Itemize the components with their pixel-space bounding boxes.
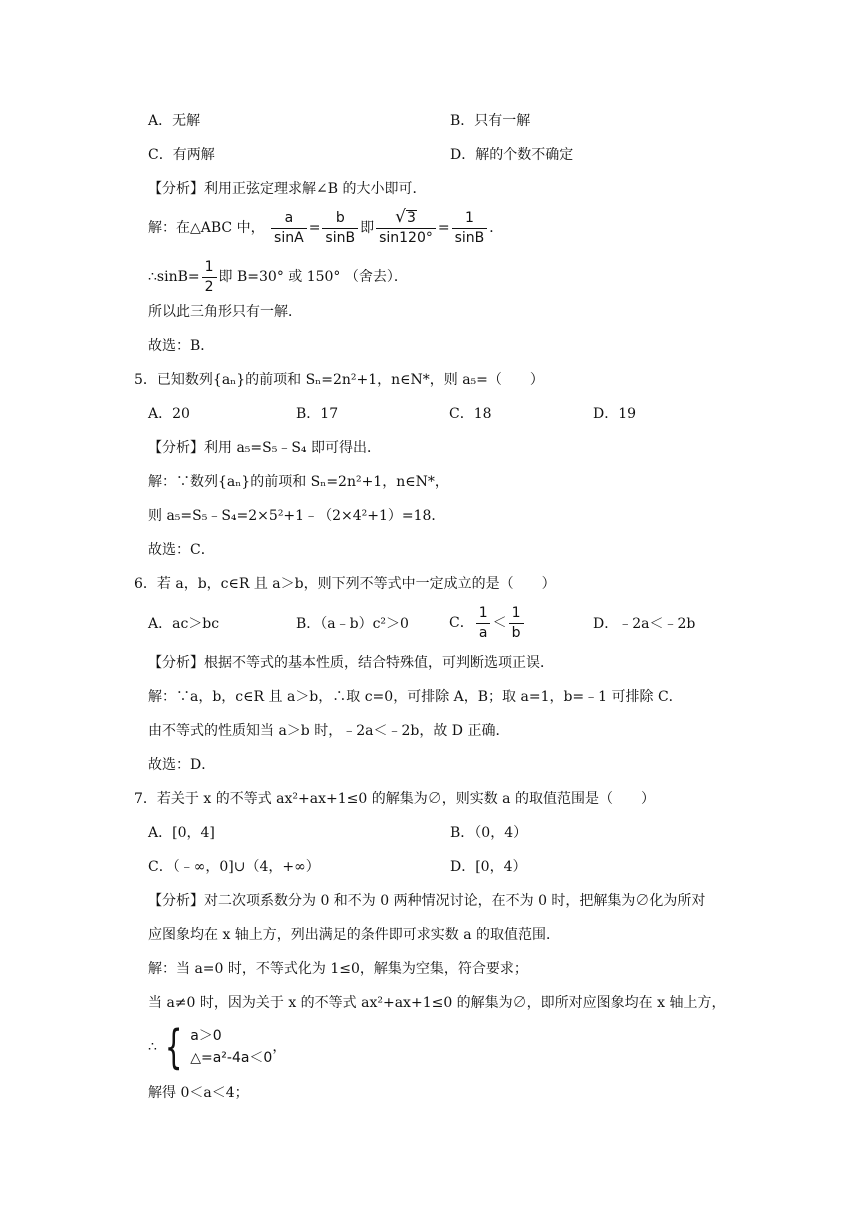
q4-sol2-suffix: 即 B=30° 或 150° （舍去）． (218, 269, 408, 285)
q4-solution-line3: 所以此三角形只有一解． (148, 304, 302, 320)
q4-sol1-prefix: 解：在△ABC 中， (148, 220, 265, 236)
fraction-a-over-sinA (271, 210, 307, 247)
frac-numerator: 1 (511, 604, 521, 621)
q6-option-a: A．ac＞bc (148, 616, 220, 632)
less-than-sign: ＜ (492, 615, 507, 631)
frac-denominator: sin120° (376, 228, 436, 247)
q4-sol2-prefix: ∴sinB= (148, 269, 200, 285)
frac-numerator: 1 (464, 209, 474, 226)
q7-solution-line1: 解：当 a=0 时，不等式化为 1≤0，解集为空集，符合要求； (148, 961, 528, 977)
q5-option-a: A．20 (148, 406, 190, 422)
frac-numerator: a (284, 209, 294, 226)
q5-analysis: 【分析】利用 a₅=S₅﹣S₄ 即可得出． (148, 440, 381, 456)
q7-option-c: C．（﹣∞，0]∪（4，+∞） (148, 859, 320, 875)
q6-solution-line2: 由不等式的性质知当 a＞b 时，﹣2a＜﹣2b，故 D 正确． (148, 723, 510, 739)
sqrt-radicand: 3 (406, 210, 416, 226)
frac-numerator (392, 209, 420, 228)
system-rows (190, 1025, 272, 1069)
fraction-1-over-b (509, 605, 524, 642)
system-row-2: △=a²-4a＜0 (190, 1050, 273, 1066)
left-brace-icon: { (164, 1020, 183, 1074)
q5-option-c: C．18 (449, 406, 492, 422)
q6-option-d: D．﹣2a＜﹣2b (593, 616, 696, 632)
period: ． (489, 220, 504, 236)
fraction-1-over-sinB (452, 210, 488, 247)
frac-denominator: sinB (322, 228, 358, 247)
q4-option-d: D．解的个数不确定 (450, 147, 574, 163)
q4-option-b: B．只有一解 (450, 113, 531, 129)
frac-numerator: 1 (478, 604, 488, 621)
q7-system-line (148, 1022, 286, 1072)
frac-denominator: b (509, 623, 524, 642)
frac-denominator: sinB (452, 228, 488, 247)
q4-analysis: 【分析】利用正弦定理求解∠B 的大小即可． (148, 181, 427, 197)
q7-analysis-line1: 【分析】对二次项系数分为 0 和不为 0 两种情况讨论，在不为 0 时，把解集为∅化为所对 (148, 893, 706, 909)
q7-option-d: D．[0，4） (450, 859, 527, 875)
ji-word: 即 (360, 220, 375, 236)
fraction-b-over-sinB (322, 210, 358, 247)
q6-analysis: 【分析】根据不等式的基本性质，结合特殊值，可判断选项正误． (148, 655, 554, 671)
q5-solution-line2: 则 a₅=S₅﹣S₄=2×5²+1﹣（2×4²+1）=18． (148, 508, 446, 524)
q6-option-b: B．（a﹣b）c²＞0 (296, 616, 409, 632)
q7-solution-line3: 解得 0＜a＜4； (148, 1085, 249, 1101)
fraction-1-over-a (476, 605, 491, 642)
q6-answer: 故选：D． (148, 757, 216, 773)
equals-sign: = (437, 220, 450, 236)
q7-option-b: B．（0，4） (450, 825, 528, 841)
q4-option-a: A．无解 (148, 113, 201, 129)
q7-analysis-line2: 应图象均在 x 轴上方，列出满足的条件即可求实数 a 的取值范围． (148, 927, 561, 943)
therefore-symbol: ∴ (148, 1039, 157, 1055)
q7-option-a: A．[0，4] (148, 825, 215, 841)
q4-answer: 故选：B． (148, 338, 215, 354)
fraction-1-over-2 (202, 259, 217, 296)
q6-option-c (449, 603, 526, 643)
q4-option-c: C．有两解 (148, 147, 215, 163)
q6-option-c-label: C． (449, 615, 474, 631)
inequality-system (157, 1020, 273, 1074)
q4-solution-line1 (148, 208, 503, 248)
q7-stem: 7．若关于 x 的不等式 ax²+ax+1≤0 的解集为∅，则实数 a 的取值范围是（ ） (134, 791, 655, 807)
frac-denominator: sinA (271, 228, 307, 247)
q4-solution-line2 (148, 257, 408, 297)
q7-solution-line2: 当 a≠0 时，因为关于 x 的不等式 ax²+ax+1≤0 的解集为∅，即所对应图象均在 x 轴上方， (148, 995, 726, 1011)
sqrt-symbol: √ 3 (395, 207, 416, 227)
q5-answer: 故选：C． (148, 542, 215, 558)
fraction-sqrt3-over-sin120 (376, 209, 436, 247)
q5-solution-line1: 解：∵数列{aₙ}的前项和 Sₙ=2n²+1，n∈N*， (148, 474, 449, 490)
system-row-1: a＞0 (190, 1028, 222, 1044)
frac-denominator: 2 (202, 277, 217, 296)
q6-solution-line1: 解：∵a，b，c∈R 且 a＞b，∴取 c=0，可排除 A，B；取 a=1，b=﹣1 可排除 C． (148, 689, 683, 705)
q5-option-b: B．17 (296, 406, 339, 422)
frac-numerator: 1 (204, 258, 214, 275)
q6-stem: 6．若 a，b，c∈R 且 a＞b，则下列不等式中一定成立的是（ ） (134, 576, 556, 592)
equals-sign: = (308, 220, 321, 236)
q5-option-d: D．19 (593, 406, 637, 422)
q5-stem: 5．已知数列{aₙ}的前项和 Sₙ=2n²+1，n∈N*，则 a₅=（ ） (134, 372, 544, 388)
frac-denominator: a (476, 623, 491, 642)
frac-numerator: b (335, 209, 345, 226)
comma: ， (272, 1039, 287, 1055)
